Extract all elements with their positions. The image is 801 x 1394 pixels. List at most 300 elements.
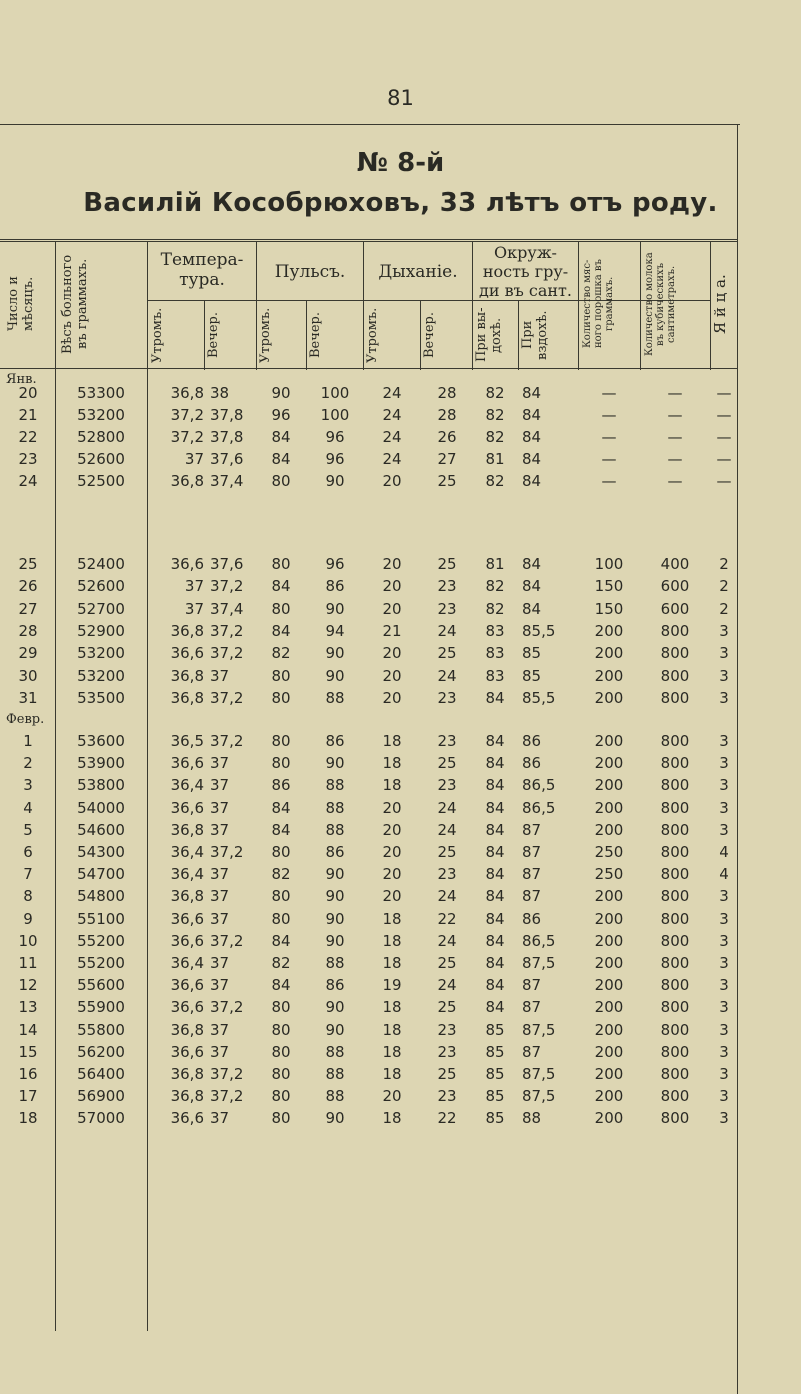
cell-day: 12 — [18, 976, 38, 995]
cell-t-m: 36,6 — [170, 909, 204, 928]
cell-day: 20 — [18, 384, 38, 402]
cell-t-e: 37,2 — [210, 998, 244, 1017]
cell-t-e: 37,2 — [210, 621, 244, 640]
cell-t-m: 36,8 — [170, 384, 204, 402]
cell-p-e: 96 — [325, 428, 345, 446]
cell-t-m: 36,8 — [170, 688, 204, 707]
cell-c-ex: 84 — [485, 954, 505, 972]
cell-day: 22 — [18, 428, 38, 446]
cell-c-in: 85,5 — [522, 621, 556, 640]
cell-eggs: — — [716, 406, 732, 424]
cell-b-m: 20 — [382, 843, 402, 861]
cell-c-in: 87,5 — [522, 954, 556, 972]
cell-weight: 53800 — [77, 776, 125, 795]
cell-t-m: 36,6 — [170, 931, 204, 950]
cell-eggs: 3 — [719, 887, 729, 906]
cell-day: 30 — [18, 666, 38, 685]
cell-eggs: 4 — [719, 865, 729, 884]
cell-weight: 52600 — [77, 450, 125, 468]
cell-meat: 200 — [594, 820, 624, 839]
cell-t-e: 37 — [210, 1109, 230, 1128]
cell-p-m: 80 — [271, 688, 291, 707]
cell-meat: 200 — [594, 798, 624, 817]
cell-meat: 200 — [594, 998, 624, 1017]
cell-day: 2 — [23, 754, 33, 773]
cell-weight: 56400 — [77, 1065, 125, 1083]
cell-b-e: 23 — [437, 1020, 457, 1039]
cell-c-ex: 84 — [485, 776, 505, 795]
cell-b-m: 18 — [382, 931, 402, 950]
cell-p-m: 84 — [271, 450, 291, 468]
cell-p-e: 90 — [325, 1020, 345, 1039]
cell-t-e: 37,2 — [210, 688, 244, 707]
cell-eggs: — — [716, 428, 732, 446]
cell-t-m: 36,6 — [170, 976, 204, 995]
cell-c-in: 87 — [522, 887, 542, 906]
cell-b-e: 25 — [437, 843, 457, 861]
cell-milk: 800 — [660, 688, 690, 707]
cell-t-m: 36,8 — [170, 472, 204, 490]
header-weight: Вѣсъ больного въ граммахъ. — [60, 254, 90, 354]
cell-p-e: 88 — [325, 798, 345, 817]
cell-weight: 55200 — [77, 954, 125, 972]
header-pulse: Пульсъ. — [274, 262, 346, 282]
cell-b-m: 18 — [382, 1065, 402, 1083]
cell-weight: 56200 — [77, 1042, 125, 1061]
cell-c-ex: 84 — [485, 998, 505, 1017]
cell-t-m: 36,6 — [170, 555, 204, 573]
cell-weight: 54300 — [77, 843, 125, 861]
cell-t-e: 38 — [210, 384, 230, 402]
cell-b-m: 18 — [382, 732, 402, 750]
cell-b-m: 20 — [382, 688, 402, 707]
cell-c-ex: 84 — [485, 843, 505, 861]
cell-p-m: 80 — [271, 732, 291, 750]
cell-p-e: 96 — [325, 450, 345, 468]
cell-milk: 800 — [660, 754, 690, 773]
cell-weight: 56900 — [77, 1087, 125, 1106]
cell-eggs: 3 — [719, 732, 729, 750]
cell-t-e: 37 — [210, 909, 230, 928]
cell-b-e: 24 — [437, 976, 457, 995]
header-breath-morning: Утромъ. — [365, 307, 380, 363]
cell-p-m: 84 — [271, 798, 291, 817]
cell-day: 23 — [18, 450, 38, 468]
header-pulse-evening: Вечер. — [308, 312, 323, 358]
cell-p-m: 90 — [271, 384, 291, 402]
cell-eggs: 3 — [719, 954, 729, 972]
cell-b-e: 25 — [437, 998, 457, 1017]
cell-p-e: 88 — [325, 1042, 345, 1061]
cell-t-m: 36,6 — [170, 798, 204, 817]
cell-weight: 53200 — [77, 644, 125, 663]
cell-c-ex: 84 — [485, 732, 505, 750]
cell-eggs: 3 — [719, 998, 729, 1017]
cell-milk: 800 — [660, 843, 690, 861]
cell-p-e: 90 — [325, 931, 345, 950]
cell-p-m: 80 — [271, 472, 291, 490]
cell-c-ex: 85 — [485, 1087, 505, 1106]
cell-milk: 800 — [660, 621, 690, 640]
cell-eggs: 3 — [719, 976, 729, 995]
page-top-rule — [0, 124, 740, 125]
cell-p-m: 80 — [271, 754, 291, 773]
header-eggs: Я й ц а. — [711, 274, 729, 334]
cell-c-in: 87,5 — [522, 1065, 556, 1083]
cell-p-m: 80 — [271, 666, 291, 685]
header-temperature: Темпера-тура. — [160, 250, 244, 290]
cell-p-e: 90 — [325, 998, 345, 1017]
cell-t-e: 37,6 — [210, 450, 244, 468]
cell-milk: 800 — [660, 666, 690, 685]
header-chest: Окруж-ность гру-ди въ сант. — [479, 243, 572, 300]
cell-c-in: 85 — [522, 666, 542, 685]
cell-weight: 55900 — [77, 998, 125, 1017]
cell-t-e: 37,2 — [210, 843, 244, 861]
cell-day: 4 — [23, 798, 33, 817]
cell-weight: 54700 — [77, 865, 125, 884]
cell-p-m: 80 — [271, 1020, 291, 1039]
month-label-january: Янв. — [6, 372, 37, 387]
cell-c-ex: 85 — [485, 1042, 505, 1061]
cell-t-m: 36,4 — [170, 954, 204, 972]
cell-weight: 55600 — [77, 976, 125, 995]
cell-meat: 200 — [594, 976, 624, 995]
cell-p-m: 80 — [271, 555, 291, 573]
cell-eggs: 3 — [719, 666, 729, 685]
cell-p-e: 88 — [325, 776, 345, 795]
cell-weight: 52600 — [77, 577, 125, 596]
cell-b-m: 18 — [382, 954, 402, 972]
cell-p-m: 84 — [271, 931, 291, 950]
cell-milk: 800 — [660, 1042, 690, 1061]
cell-b-e: 28 — [437, 384, 457, 402]
cell-c-ex: 85 — [485, 1109, 505, 1128]
cell-b-e: 22 — [437, 1109, 457, 1128]
cell-weight: 57000 — [77, 1109, 125, 1128]
cell-p-e: 86 — [325, 843, 345, 861]
cell-day: 6 — [23, 843, 33, 861]
cell-day: 9 — [23, 909, 33, 928]
cell-meat: — — [601, 472, 617, 490]
cell-p-e: 90 — [325, 599, 345, 618]
cell-t-e: 37 — [210, 754, 230, 773]
cell-t-e: 37,4 — [210, 472, 244, 490]
cell-weight: 52400 — [77, 555, 125, 573]
cell-weight: 52800 — [77, 428, 125, 446]
cell-c-ex: 82 — [485, 472, 505, 490]
cell-b-m: 18 — [382, 776, 402, 795]
cell-eggs: 3 — [719, 688, 729, 707]
cell-c-in: 87 — [522, 865, 542, 884]
cell-day: 10 — [18, 931, 38, 950]
cell-weight: 54800 — [77, 887, 125, 906]
cell-t-e: 37 — [210, 1020, 230, 1039]
cell-b-e: 23 — [437, 1042, 457, 1061]
cell-eggs: 3 — [719, 644, 729, 663]
header-day: Число и мѣсяцъ. — [6, 276, 36, 332]
cell-p-e: 90 — [325, 666, 345, 685]
cell-t-m: 36,6 — [170, 644, 204, 663]
cell-c-in: 84 — [522, 384, 542, 402]
cell-t-m: 36,8 — [170, 1087, 204, 1106]
cell-t-m: 36,8 — [170, 820, 204, 839]
cell-weight: 53200 — [77, 406, 125, 424]
cell-day: 5 — [23, 820, 33, 839]
cell-b-e: 23 — [437, 732, 457, 750]
cell-milk: 800 — [660, 887, 690, 906]
cell-c-in: 86 — [522, 909, 542, 928]
cell-b-m: 18 — [382, 754, 402, 773]
cell-p-e: 88 — [325, 1087, 345, 1106]
cell-c-in: 87,5 — [522, 1087, 556, 1106]
cell-milk: 600 — [660, 599, 690, 618]
cell-meat: 200 — [594, 1087, 624, 1106]
cell-milk: — — [667, 384, 683, 402]
cell-b-e: 26 — [437, 428, 457, 446]
cell-day: 16 — [18, 1065, 38, 1083]
cell-t-e: 37,4 — [210, 599, 244, 618]
cell-c-in: 85,5 — [522, 688, 556, 707]
cell-b-m: 20 — [382, 599, 402, 618]
cell-day: 1 — [23, 732, 33, 750]
cell-milk: 800 — [660, 954, 690, 972]
cell-milk: 800 — [660, 1065, 690, 1083]
cell-b-e: 25 — [437, 472, 457, 490]
cell-b-e: 25 — [437, 954, 457, 972]
cell-p-m: 80 — [271, 1042, 291, 1061]
cell-weight: 53300 — [77, 384, 125, 402]
cell-p-m: 80 — [271, 1109, 291, 1128]
cell-b-e: 23 — [437, 1087, 457, 1106]
cell-p-m: 84 — [271, 820, 291, 839]
cell-b-m: 20 — [382, 798, 402, 817]
cell-c-ex: 83 — [485, 666, 505, 685]
cell-c-in: 86,5 — [522, 798, 556, 817]
cell-eggs: 4 — [719, 843, 729, 861]
cell-meat: 200 — [594, 776, 624, 795]
cell-p-e: 90 — [325, 887, 345, 906]
cell-p-m: 80 — [271, 998, 291, 1017]
cell-milk: — — [667, 406, 683, 424]
cell-p-e: 90 — [325, 909, 345, 928]
cell-t-e: 37,2 — [210, 931, 244, 950]
cell-b-e: 22 — [437, 909, 457, 928]
cell-meat: 200 — [594, 1109, 624, 1128]
cell-meat: 200 — [594, 621, 624, 640]
cell-b-m: 20 — [382, 887, 402, 906]
cell-c-in: 88 — [522, 1109, 542, 1128]
cell-milk: — — [667, 450, 683, 468]
cell-c-in: 86 — [522, 732, 542, 750]
cell-milk: 800 — [660, 1087, 690, 1106]
cell-c-ex: 84 — [485, 688, 505, 707]
cell-t-m: 36,6 — [170, 754, 204, 773]
cell-t-e: 37 — [210, 1042, 230, 1061]
cell-c-ex: 84 — [485, 909, 505, 928]
cell-b-m: 18 — [382, 1109, 402, 1128]
cell-c-in: 84 — [522, 428, 542, 446]
cell-day: 21 — [18, 406, 38, 424]
cell-t-m: 36,8 — [170, 621, 204, 640]
cell-c-ex: 82 — [485, 406, 505, 424]
cell-p-m: 82 — [271, 865, 291, 884]
cell-c-in: 84 — [522, 406, 542, 424]
cell-day: 31 — [18, 688, 38, 707]
cell-p-m: 84 — [271, 621, 291, 640]
header-temp-morning: Утромъ. — [150, 307, 165, 363]
cell-p-m: 84 — [271, 577, 291, 596]
cell-c-in: 87 — [522, 820, 542, 839]
cell-weight: 52500 — [77, 472, 125, 490]
cell-b-m: 19 — [382, 976, 402, 995]
cell-p-m: 80 — [271, 843, 291, 861]
cell-t-e: 37,8 — [210, 428, 244, 446]
cell-day: 3 — [23, 776, 33, 795]
cell-meat: 200 — [594, 1042, 624, 1061]
cell-t-e: 37 — [210, 798, 230, 817]
cell-p-e: 90 — [325, 644, 345, 663]
cell-t-e: 37,2 — [210, 644, 244, 663]
cell-day: 29 — [18, 644, 38, 663]
cell-b-m: 18 — [382, 909, 402, 928]
cell-p-m: 84 — [271, 428, 291, 446]
cell-eggs: — — [716, 450, 732, 468]
cell-c-in: 86,5 — [522, 776, 556, 795]
cell-p-e: 94 — [325, 621, 345, 640]
header-pulse-morning: Утромъ. — [258, 307, 273, 363]
cell-milk: 600 — [660, 577, 690, 596]
cell-t-e: 37 — [210, 976, 230, 995]
cell-t-e: 37 — [210, 666, 230, 685]
cell-milk: — — [667, 428, 683, 446]
cell-p-m: 84 — [271, 976, 291, 995]
cell-weight: 55100 — [77, 909, 125, 928]
cell-day: 14 — [18, 1020, 38, 1039]
cell-t-e: 37 — [210, 865, 230, 884]
cell-eggs: 3 — [719, 1087, 729, 1106]
cell-meat: — — [601, 384, 617, 402]
cell-c-ex: 84 — [485, 754, 505, 773]
cell-meat: 150 — [594, 577, 624, 596]
cell-c-in: 84 — [522, 555, 542, 573]
cell-b-e: 23 — [437, 865, 457, 884]
cell-p-m: 80 — [271, 599, 291, 618]
cell-b-e: 24 — [437, 887, 457, 906]
cell-p-m: 80 — [271, 887, 291, 906]
cell-b-e: 25 — [437, 555, 457, 573]
cell-t-e: 37 — [210, 887, 230, 906]
cell-eggs: 3 — [719, 776, 729, 795]
cell-eggs: 3 — [719, 798, 729, 817]
cell-p-e: 88 — [325, 688, 345, 707]
cell-t-e: 37,2 — [210, 577, 244, 596]
cell-b-m: 21 — [382, 621, 402, 640]
cell-weight: 53900 — [77, 754, 125, 773]
cell-c-ex: 84 — [485, 976, 505, 995]
cell-c-ex: 82 — [485, 384, 505, 402]
cell-b-e: 24 — [437, 820, 457, 839]
cell-b-m: 24 — [382, 406, 402, 424]
cell-meat: 200 — [594, 887, 624, 906]
cell-b-e: 24 — [437, 798, 457, 817]
cell-t-m: 36,8 — [170, 666, 204, 685]
cell-p-e: 86 — [325, 577, 345, 596]
cell-t-m: 37,2 — [170, 406, 204, 424]
header-temp-evening: Вечер. — [206, 312, 221, 358]
cell-eggs: 3 — [719, 931, 729, 950]
cell-t-m: 37 — [184, 450, 204, 468]
cell-meat: — — [601, 428, 617, 446]
header-breathing: Дыханіе. — [378, 262, 458, 282]
cell-meat: 200 — [594, 754, 624, 773]
cell-c-in: 84 — [522, 599, 542, 618]
cell-t-m: 36,8 — [170, 1020, 204, 1039]
cell-c-ex: 84 — [485, 887, 505, 906]
cell-milk: 800 — [660, 865, 690, 884]
cell-t-e: 37 — [210, 954, 230, 972]
cell-eggs: 3 — [719, 1109, 729, 1128]
cell-c-in: 84 — [522, 450, 542, 468]
cell-c-in: 86 — [522, 754, 542, 773]
cell-milk: 800 — [660, 776, 690, 795]
cell-p-e: 86 — [325, 732, 345, 750]
cell-p-m: 96 — [271, 406, 291, 424]
cell-t-m: 36,4 — [170, 865, 204, 884]
cell-b-e: 24 — [437, 931, 457, 950]
cell-c-in: 87 — [522, 1042, 542, 1061]
cell-p-m: 80 — [271, 1087, 291, 1106]
cell-b-e: 28 — [437, 406, 457, 424]
cell-p-e: 96 — [325, 555, 345, 573]
cell-b-e: 23 — [437, 688, 457, 707]
cell-p-e: 100 — [320, 406, 350, 424]
cell-c-in: 87,5 — [522, 1020, 556, 1039]
cell-milk: 800 — [660, 644, 690, 663]
cell-weight: 53500 — [77, 688, 125, 707]
cell-milk: — — [667, 472, 683, 490]
header-breath-evening: Вечер. — [422, 312, 437, 358]
cell-b-e: 27 — [437, 450, 457, 468]
cell-b-e: 23 — [437, 776, 457, 795]
cell-t-m: 37 — [184, 577, 204, 596]
cell-weight: 53600 — [77, 732, 125, 750]
cell-weight: 54600 — [77, 820, 125, 839]
cell-p-e: 90 — [325, 472, 345, 490]
cell-t-m: 36,8 — [170, 887, 204, 906]
cell-b-m: 20 — [382, 1087, 402, 1106]
cell-eggs: 3 — [719, 1042, 729, 1061]
cell-b-m: 20 — [382, 865, 402, 884]
cell-t-m: 36,8 — [170, 1065, 204, 1083]
cell-milk: 800 — [660, 820, 690, 839]
cell-p-e: 88 — [325, 820, 345, 839]
cell-meat: 200 — [594, 931, 624, 950]
cell-c-ex: 84 — [485, 820, 505, 839]
cell-t-m: 36,6 — [170, 998, 204, 1017]
cell-weight: 54000 — [77, 798, 125, 817]
cell-milk: 800 — [660, 998, 690, 1017]
cell-t-m: 36,6 — [170, 1109, 204, 1128]
cell-milk: 800 — [660, 931, 690, 950]
cell-day: 18 — [18, 1109, 38, 1128]
cell-day: 24 — [18, 472, 38, 490]
cell-eggs: 3 — [719, 909, 729, 928]
cell-t-m: 36,5 — [170, 732, 204, 750]
patient-title: Василій Кособрюховъ, 33 лѣтъ отъ роду. — [83, 188, 718, 218]
cell-milk: 800 — [660, 798, 690, 817]
cell-meat: 200 — [594, 1020, 624, 1039]
